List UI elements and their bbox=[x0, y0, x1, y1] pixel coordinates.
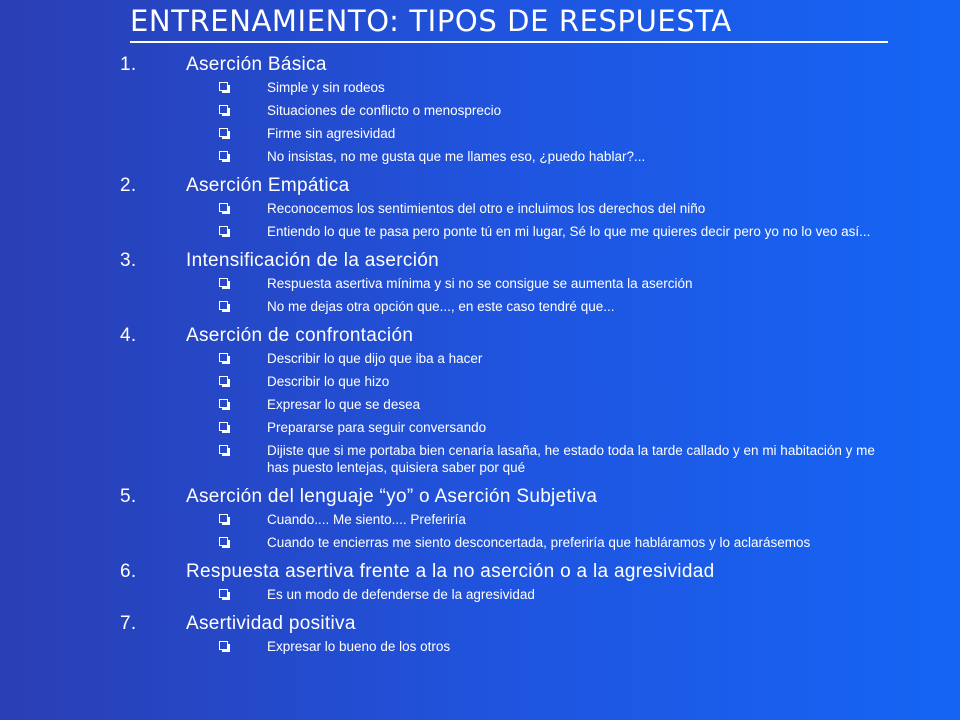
section-6 bbox=[0, 559, 960, 611]
list-item-text: Cuando.... Me siento.... Preferiría bbox=[267, 512, 466, 527]
list-item-text: Cuando te encierras me siento desconcertada, preferiría que habláramos y lo aclarásemos bbox=[267, 535, 811, 550]
square-bullet-icon bbox=[219, 422, 229, 432]
section-7 bbox=[0, 611, 960, 663]
section-label: Aserción del lenguaje “yo” o Aserción Subjetiva bbox=[186, 486, 598, 507]
section-number: 2. bbox=[120, 175, 137, 196]
bullet-list bbox=[0, 199, 960, 248]
square-bullet-icon bbox=[219, 226, 229, 236]
list-item-text: Firme sin agresividad bbox=[267, 126, 396, 141]
list-item bbox=[0, 148, 960, 165]
list-item bbox=[0, 442, 960, 476]
list-item-text: Expresar lo bueno de los otros bbox=[267, 639, 451, 654]
list-item-text: No me dejas otra opción que..., en este caso tendré que... bbox=[267, 299, 615, 314]
section-heading bbox=[0, 52, 960, 78]
section-heading bbox=[0, 323, 960, 349]
section-1 bbox=[0, 52, 960, 173]
square-bullet-icon bbox=[219, 82, 229, 92]
list-item bbox=[0, 638, 960, 655]
section-label: Aserción Empática bbox=[186, 175, 350, 196]
square-bullet-icon bbox=[219, 151, 229, 161]
list-item-text: Es un modo de defenderse de la agresividad bbox=[267, 587, 535, 602]
list-item-text: Describir lo que dijo que iba a hacer bbox=[267, 351, 483, 366]
list-item bbox=[0, 79, 960, 96]
bullet-list bbox=[0, 274, 960, 323]
section-5 bbox=[0, 484, 960, 559]
section-number: 4. bbox=[120, 325, 137, 346]
list-item bbox=[0, 350, 960, 367]
section-number: 7. bbox=[120, 613, 137, 634]
list-item bbox=[0, 419, 960, 436]
list-item bbox=[0, 200, 960, 217]
list-item-text: Entiendo lo que te pasa pero ponte tú en mi lugar, Sé lo que me quieres decir pero yo no lo veo así... bbox=[267, 224, 871, 239]
list-item-text: Situaciones de conflicto o menosprecio bbox=[267, 103, 502, 118]
page-title: ENTRENAMIENTO: TIPOS DE RESPUESTA bbox=[130, 4, 732, 38]
list-item bbox=[0, 396, 960, 413]
square-bullet-icon bbox=[219, 105, 229, 115]
section-number: 5. bbox=[120, 486, 137, 507]
section-label: Intensificación de la aserción bbox=[186, 250, 439, 271]
bullet-list bbox=[0, 510, 960, 559]
list-item bbox=[0, 373, 960, 390]
section-number: 6. bbox=[120, 561, 137, 582]
list-item-text: Dijiste que si me portaba bien cenaría lasaña, he estado toda la tarde callado y en mi habitación y me has puesto lentejas, quisiera saber por qué bbox=[267, 443, 875, 475]
list-item bbox=[0, 298, 960, 315]
list-item-text: Describir lo que hizo bbox=[267, 374, 390, 389]
section-number: 3. bbox=[120, 250, 137, 271]
list-item bbox=[0, 275, 960, 292]
section-2 bbox=[0, 173, 960, 248]
list-item bbox=[0, 534, 960, 551]
bullet-list bbox=[0, 637, 960, 663]
title-underline bbox=[130, 41, 888, 43]
section-label: Asertividad positiva bbox=[186, 613, 356, 634]
square-bullet-icon bbox=[219, 278, 229, 288]
section-heading bbox=[0, 248, 960, 274]
square-bullet-icon bbox=[219, 203, 229, 213]
list-item-text: Respuesta asertiva mínima y si no se consigue se aumenta la aserción bbox=[267, 276, 693, 291]
section-heading bbox=[0, 484, 960, 510]
content-list bbox=[0, 52, 960, 663]
section-3 bbox=[0, 248, 960, 323]
square-bullet-icon bbox=[219, 514, 229, 524]
section-label: Aserción de confrontación bbox=[186, 325, 414, 346]
list-item-text: Simple y sin rodeos bbox=[267, 80, 385, 95]
list-item-text: Reconocemos los sentimientos del otro e incluimos los derechos del niño bbox=[267, 201, 706, 216]
section-heading bbox=[0, 559, 960, 585]
list-item bbox=[0, 586, 960, 603]
list-item-text: Expresar lo que se desea bbox=[267, 397, 421, 412]
section-heading bbox=[0, 611, 960, 637]
list-item-text: No insistas, no me gusta que me llames eso, ¿puedo hablar?... bbox=[267, 149, 646, 164]
section-heading bbox=[0, 173, 960, 199]
bullet-list bbox=[0, 585, 960, 611]
square-bullet-icon bbox=[219, 376, 229, 386]
section-4 bbox=[0, 323, 960, 484]
square-bullet-icon bbox=[219, 353, 229, 363]
bullet-list bbox=[0, 349, 960, 484]
section-label: Aserción Básica bbox=[186, 54, 327, 75]
square-bullet-icon bbox=[219, 537, 229, 547]
list-item bbox=[0, 223, 960, 240]
square-bullet-icon bbox=[219, 399, 229, 409]
list-item-text: Prepararse para seguir conversando bbox=[267, 420, 487, 435]
square-bullet-icon bbox=[219, 128, 229, 138]
square-bullet-icon bbox=[219, 301, 229, 311]
section-label: Respuesta asertiva frente a la no aserción o a la agresividad bbox=[186, 561, 715, 582]
list-item bbox=[0, 511, 960, 528]
list-item bbox=[0, 102, 960, 119]
section-number: 1. bbox=[120, 54, 137, 75]
list-item bbox=[0, 125, 960, 142]
square-bullet-icon bbox=[219, 589, 229, 599]
bullet-list bbox=[0, 78, 960, 173]
square-bullet-icon bbox=[219, 641, 229, 651]
square-bullet-icon bbox=[219, 445, 229, 455]
